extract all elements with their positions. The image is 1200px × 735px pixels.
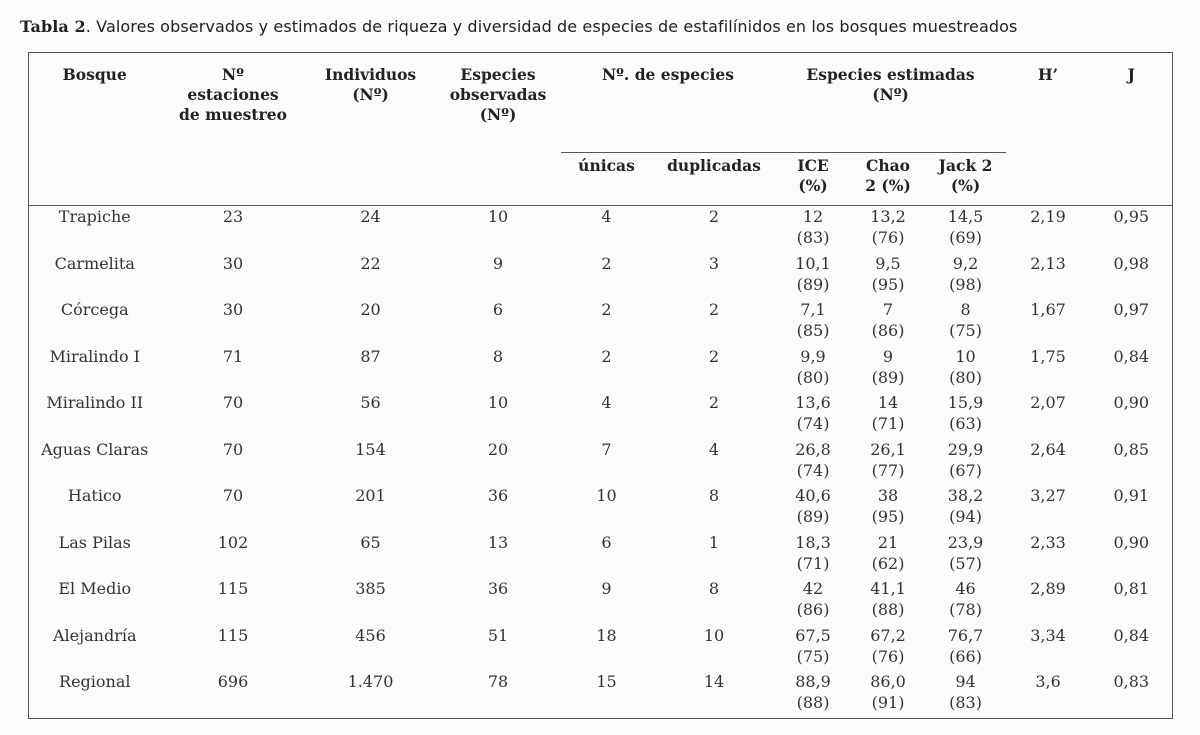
cell-h: 2,64 bbox=[1030, 439, 1066, 459]
cell-h: 1,67 bbox=[1030, 300, 1066, 319]
cell-ice bbox=[776, 346, 851, 393]
cell-jack2-value: 76,7 bbox=[947, 625, 984, 645]
header-individuos: Individuos (Nº) bbox=[324, 65, 417, 104]
cell-duplicadas: 10 bbox=[703, 625, 725, 645]
cell-individuos: 87 bbox=[360, 346, 381, 366]
cell-bosque: Aguas Claras bbox=[41, 439, 149, 459]
cell-duplicadas: 2 bbox=[708, 346, 720, 366]
cell-bosque: Miralindo I bbox=[49, 346, 140, 366]
cell-jack2-percent: (57) bbox=[949, 553, 982, 573]
cell-jack2-value: 9,2 bbox=[952, 253, 979, 273]
cell-chao2 bbox=[851, 299, 926, 346]
table-row bbox=[29, 671, 1173, 718]
cell-observadas: 10 bbox=[487, 393, 509, 412]
cell-observadas: 36 bbox=[487, 486, 509, 505]
cell-ice-percent: (74) bbox=[796, 460, 830, 480]
cell-duplicadas: 2 bbox=[653, 206, 776, 253]
header-especies-estimadas: Especies estimadas (Nº) bbox=[806, 65, 975, 104]
cell-unicas: 10 bbox=[596, 486, 617, 505]
cell-observadas: 78 bbox=[487, 672, 509, 691]
cell-ice-value: 13,6 bbox=[795, 393, 831, 412]
cell-j: 0,83 bbox=[1113, 672, 1150, 691]
cell-ice-value: 12 bbox=[802, 207, 824, 226]
cell-ice bbox=[776, 253, 851, 300]
cell-j: 0,85 bbox=[1113, 439, 1150, 459]
cell-j: 0,98 bbox=[1113, 253, 1150, 273]
cell-observadas: 51 bbox=[487, 625, 509, 645]
cell-ice-value: 67,5 bbox=[795, 625, 831, 645]
cell-chao2-percent: (76) bbox=[871, 646, 905, 666]
cell-observadas: 10 bbox=[436, 206, 561, 253]
cell-ice-value: 7,1 bbox=[800, 300, 826, 319]
cell-ice-percent: (89) bbox=[796, 507, 830, 526]
cell-bosque: Hatico bbox=[67, 486, 122, 505]
header-n-especies: Nº. de especies bbox=[602, 65, 735, 84]
cell-j: 0,90 bbox=[1113, 532, 1150, 552]
cell-jack2 bbox=[926, 671, 1006, 718]
cell-ice-percent: (80) bbox=[796, 367, 830, 387]
cell-jack2-percent: (63) bbox=[949, 414, 982, 433]
cell-chao2-value: 13,2 bbox=[870, 207, 906, 226]
cell-chao2 bbox=[851, 671, 926, 718]
cell-estaciones: 30 bbox=[222, 300, 244, 319]
cell-jack2 bbox=[926, 578, 1006, 625]
cell-individuos: 20 bbox=[360, 300, 381, 319]
cell-h: 1,75 bbox=[1030, 346, 1066, 366]
cell-h: 2,13 bbox=[1030, 253, 1066, 273]
cell-observadas: 36 bbox=[487, 579, 509, 598]
cell-j: 0,95 bbox=[1091, 206, 1173, 253]
cell-jack2-value: 14,5 bbox=[947, 207, 984, 226]
cell-unicas: 2 bbox=[601, 253, 612, 273]
cell-jack2 bbox=[926, 392, 1006, 439]
table-row bbox=[29, 346, 1173, 393]
cell-chao2-percent: (91) bbox=[871, 693, 905, 712]
cell-jack2-percent: (66) bbox=[949, 646, 982, 666]
cell-individuos: 385 bbox=[355, 579, 386, 598]
cell-duplicadas: 14 bbox=[703, 672, 725, 691]
cell-estaciones: 115 bbox=[217, 579, 249, 598]
cell-ice bbox=[776, 485, 851, 532]
cell-jack2-percent: (78) bbox=[949, 600, 982, 619]
cell-individuos: 22 bbox=[360, 253, 381, 273]
cell-ice-value: 18,3 bbox=[795, 532, 831, 552]
cell-chao2 bbox=[851, 532, 926, 579]
cell-unicas: 15 bbox=[596, 672, 617, 691]
cell-jack2 bbox=[926, 625, 1006, 672]
cell-jack2-percent: (98) bbox=[949, 274, 982, 294]
cell-bosque: El Medio bbox=[58, 579, 132, 598]
cell-duplicadas: 4 bbox=[708, 439, 720, 459]
cell-jack2-value: 23,9 bbox=[947, 532, 984, 552]
table-row bbox=[29, 392, 1173, 439]
cell-unicas: 2 bbox=[601, 346, 612, 366]
cell-ice bbox=[776, 392, 851, 439]
cell-unicas: 2 bbox=[601, 300, 612, 319]
caption-label: Tabla 2 bbox=[20, 17, 86, 36]
cell-h: 3,27 bbox=[1030, 486, 1066, 505]
header-bosque: Bosque bbox=[62, 65, 127, 84]
cell-ice bbox=[776, 671, 851, 718]
cell-duplicadas: 8 bbox=[708, 579, 720, 598]
cell-jack2 bbox=[926, 206, 1006, 253]
cell-individuos: 1.470 bbox=[347, 672, 394, 691]
cell-j: 0,91 bbox=[1113, 486, 1150, 505]
cell-h: 2,33 bbox=[1030, 532, 1066, 552]
header-j: J bbox=[1127, 65, 1135, 84]
cell-bosque: Las Pilas bbox=[58, 532, 131, 552]
cell-chao2 bbox=[851, 253, 926, 300]
cell-chao2 bbox=[851, 439, 926, 486]
header-jack2: Jack 2 (%) bbox=[926, 153, 1006, 206]
cell-chao2-percent: (71) bbox=[871, 414, 905, 433]
cell-duplicadas: 8 bbox=[708, 486, 720, 505]
cell-unicas: 9 bbox=[601, 579, 612, 598]
table-row bbox=[29, 299, 1173, 346]
cell-h: 3,6 bbox=[1035, 672, 1061, 691]
header-estaciones: Nº estaciones de muestreo bbox=[179, 65, 287, 124]
cell-jack2-value: 8 bbox=[960, 300, 971, 319]
cell-duplicadas: 2 bbox=[708, 300, 720, 319]
cell-duplicadas: 1 bbox=[708, 532, 720, 552]
cell-ice bbox=[776, 532, 851, 579]
cell-chao2 bbox=[851, 578, 926, 625]
header-unicas: únicas bbox=[561, 153, 653, 206]
cell-jack2-value: 10 bbox=[955, 346, 976, 366]
cell-chao2-percent: (77) bbox=[871, 460, 905, 480]
cell-j: 0,90 bbox=[1113, 393, 1150, 412]
cell-ice-percent: (83) bbox=[796, 228, 830, 247]
cell-jack2 bbox=[926, 299, 1006, 346]
cell-unicas: 7 bbox=[601, 439, 612, 459]
cell-ice-value: 42 bbox=[802, 579, 824, 598]
cell-estaciones: 70 bbox=[222, 439, 244, 459]
cell-observadas: 9 bbox=[492, 253, 504, 273]
header-h: H’ bbox=[1038, 65, 1059, 84]
cell-observadas: 6 bbox=[492, 300, 504, 319]
cell-jack2 bbox=[926, 439, 1006, 486]
cell-bosque: Alejandría bbox=[53, 625, 137, 645]
cell-unicas: 4 bbox=[561, 206, 653, 253]
cell-ice-percent: (74) bbox=[796, 414, 830, 433]
cell-unicas: 6 bbox=[601, 532, 612, 552]
cell-individuos: 24 bbox=[306, 206, 436, 253]
cell-chao2-percent: (88) bbox=[871, 600, 905, 619]
cell-jack2 bbox=[926, 346, 1006, 393]
cell-chao2-value: 38 bbox=[877, 486, 899, 505]
table-row bbox=[29, 625, 1173, 672]
cell-chao2-value: 67,2 bbox=[870, 625, 906, 645]
cell-j: 0,97 bbox=[1113, 300, 1150, 319]
cell-ice-value: 10,1 bbox=[795, 253, 831, 273]
cell-ice bbox=[776, 299, 851, 346]
cell-individuos: 65 bbox=[360, 532, 381, 552]
cell-ice bbox=[776, 578, 851, 625]
cell-jack2-value: 46 bbox=[955, 579, 976, 598]
table-row bbox=[29, 578, 1173, 625]
cell-estaciones: 23 bbox=[161, 206, 306, 253]
cell-h: 2,89 bbox=[1030, 579, 1066, 598]
cell-chao2-value: 14 bbox=[877, 393, 899, 412]
cell-chao2-percent: (62) bbox=[871, 553, 905, 573]
header-ice: ICE (%) bbox=[776, 153, 851, 206]
cell-ice bbox=[776, 439, 851, 486]
cell-chao2-value: 26,1 bbox=[870, 439, 906, 459]
cell-estaciones: 70 bbox=[222, 486, 244, 505]
cell-jack2-value: 94 bbox=[955, 672, 976, 691]
cell-duplicadas: 2 bbox=[708, 393, 720, 412]
cell-chao2-percent: (76) bbox=[871, 228, 905, 247]
table-row bbox=[29, 439, 1173, 486]
cell-jack2 bbox=[926, 532, 1006, 579]
cell-ice bbox=[776, 206, 851, 253]
table-row bbox=[29, 485, 1173, 532]
table-caption bbox=[20, 17, 1017, 36]
cell-chao2-value: 9 bbox=[882, 346, 894, 366]
cell-ice-percent: (89) bbox=[796, 274, 830, 294]
cell-jack2-value: 15,9 bbox=[947, 393, 984, 412]
cell-ice-percent: (85) bbox=[796, 321, 830, 340]
cell-chao2 bbox=[851, 625, 926, 672]
cell-j: 0,84 bbox=[1113, 625, 1150, 645]
cell-j: 0,84 bbox=[1113, 346, 1150, 366]
cell-ice-percent: (88) bbox=[796, 693, 830, 712]
cell-jack2-value: 29,9 bbox=[947, 439, 984, 459]
cell-chao2-percent: (95) bbox=[871, 274, 905, 294]
cell-estaciones: 115 bbox=[217, 625, 249, 645]
cell-bosque: Regional bbox=[59, 672, 131, 691]
cell-jack2-percent: (94) bbox=[949, 507, 982, 526]
cell-bosque: Miralindo II bbox=[46, 393, 144, 412]
cell-estaciones: 30 bbox=[222, 253, 244, 273]
cell-h: 2,19 bbox=[1006, 206, 1091, 253]
cell-jack2-percent: (75) bbox=[949, 321, 982, 340]
cell-ice-value: 9,9 bbox=[800, 346, 826, 366]
cell-duplicadas: 3 bbox=[708, 253, 720, 273]
cell-chao2-percent: (86) bbox=[871, 321, 905, 340]
header-especies-observadas: Especies observadas (Nº) bbox=[449, 65, 547, 124]
cell-j: 0,81 bbox=[1113, 579, 1150, 598]
cell-estaciones: 102 bbox=[217, 532, 249, 552]
cell-chao2-value: 86,0 bbox=[870, 672, 906, 691]
header-duplicadas: duplicadas bbox=[653, 153, 776, 206]
cell-jack2-percent: (80) bbox=[949, 367, 982, 387]
cell-chao2 bbox=[851, 485, 926, 532]
cell-ice-percent: (71) bbox=[796, 553, 830, 573]
cell-individuos: 456 bbox=[355, 625, 386, 645]
cell-individuos: 201 bbox=[355, 486, 386, 505]
cell-estaciones: 696 bbox=[217, 672, 249, 691]
table-body bbox=[29, 206, 1173, 719]
header-chao2: Chao 2 (%) bbox=[851, 153, 926, 206]
cell-chao2-percent: (89) bbox=[871, 367, 905, 387]
cell-ice-percent: (75) bbox=[796, 646, 830, 666]
cell-ice-percent: (86) bbox=[796, 600, 830, 619]
cell-chao2 bbox=[851, 346, 926, 393]
cell-chao2-value: 21 bbox=[877, 532, 899, 552]
table-row bbox=[29, 253, 1173, 300]
cell-h: 2,07 bbox=[1030, 393, 1066, 412]
cell-chao2 bbox=[851, 206, 926, 253]
cell-jack2-value: 38,2 bbox=[947, 486, 984, 505]
cell-ice-value: 26,8 bbox=[795, 439, 831, 459]
cell-individuos: 56 bbox=[360, 393, 381, 412]
table-row bbox=[29, 532, 1173, 579]
cell-observadas: 13 bbox=[487, 532, 509, 552]
cell-jack2-percent: (67) bbox=[949, 460, 982, 480]
cell-estaciones: 70 bbox=[222, 393, 244, 412]
cell-jack2-percent: (83) bbox=[949, 693, 982, 712]
cell-chao2-value: 41,1 bbox=[870, 579, 906, 598]
cell-jack2-percent: (69) bbox=[949, 228, 982, 247]
caption-text: . Valores observados y estimados de riqueza y diversidad de especies de estafilínidos en los bosques muestreados bbox=[85, 17, 1018, 36]
cell-bosque: Trapiche bbox=[29, 206, 161, 253]
species-richness-table bbox=[28, 52, 1173, 719]
cell-observadas: 8 bbox=[492, 346, 504, 366]
cell-chao2-value: 7 bbox=[882, 300, 894, 319]
cell-ice bbox=[776, 625, 851, 672]
cell-chao2-percent: (95) bbox=[871, 507, 905, 526]
cell-individuos: 154 bbox=[355, 439, 386, 459]
cell-unicas: 18 bbox=[596, 625, 617, 645]
cell-estaciones: 71 bbox=[222, 346, 244, 366]
cell-h: 3,34 bbox=[1030, 625, 1066, 645]
cell-bosque: Córcega bbox=[60, 300, 129, 319]
table-row bbox=[29, 206, 1173, 253]
cell-unicas: 4 bbox=[601, 393, 612, 412]
cell-ice-value: 40,6 bbox=[795, 486, 831, 505]
cell-chao2 bbox=[851, 392, 926, 439]
cell-bosque: Carmelita bbox=[54, 253, 135, 273]
cell-ice-value: 88,9 bbox=[795, 672, 831, 691]
cell-chao2-value: 9,5 bbox=[875, 253, 901, 273]
cell-jack2 bbox=[926, 253, 1006, 300]
cell-observadas: 20 bbox=[487, 439, 509, 459]
cell-jack2 bbox=[926, 485, 1006, 532]
